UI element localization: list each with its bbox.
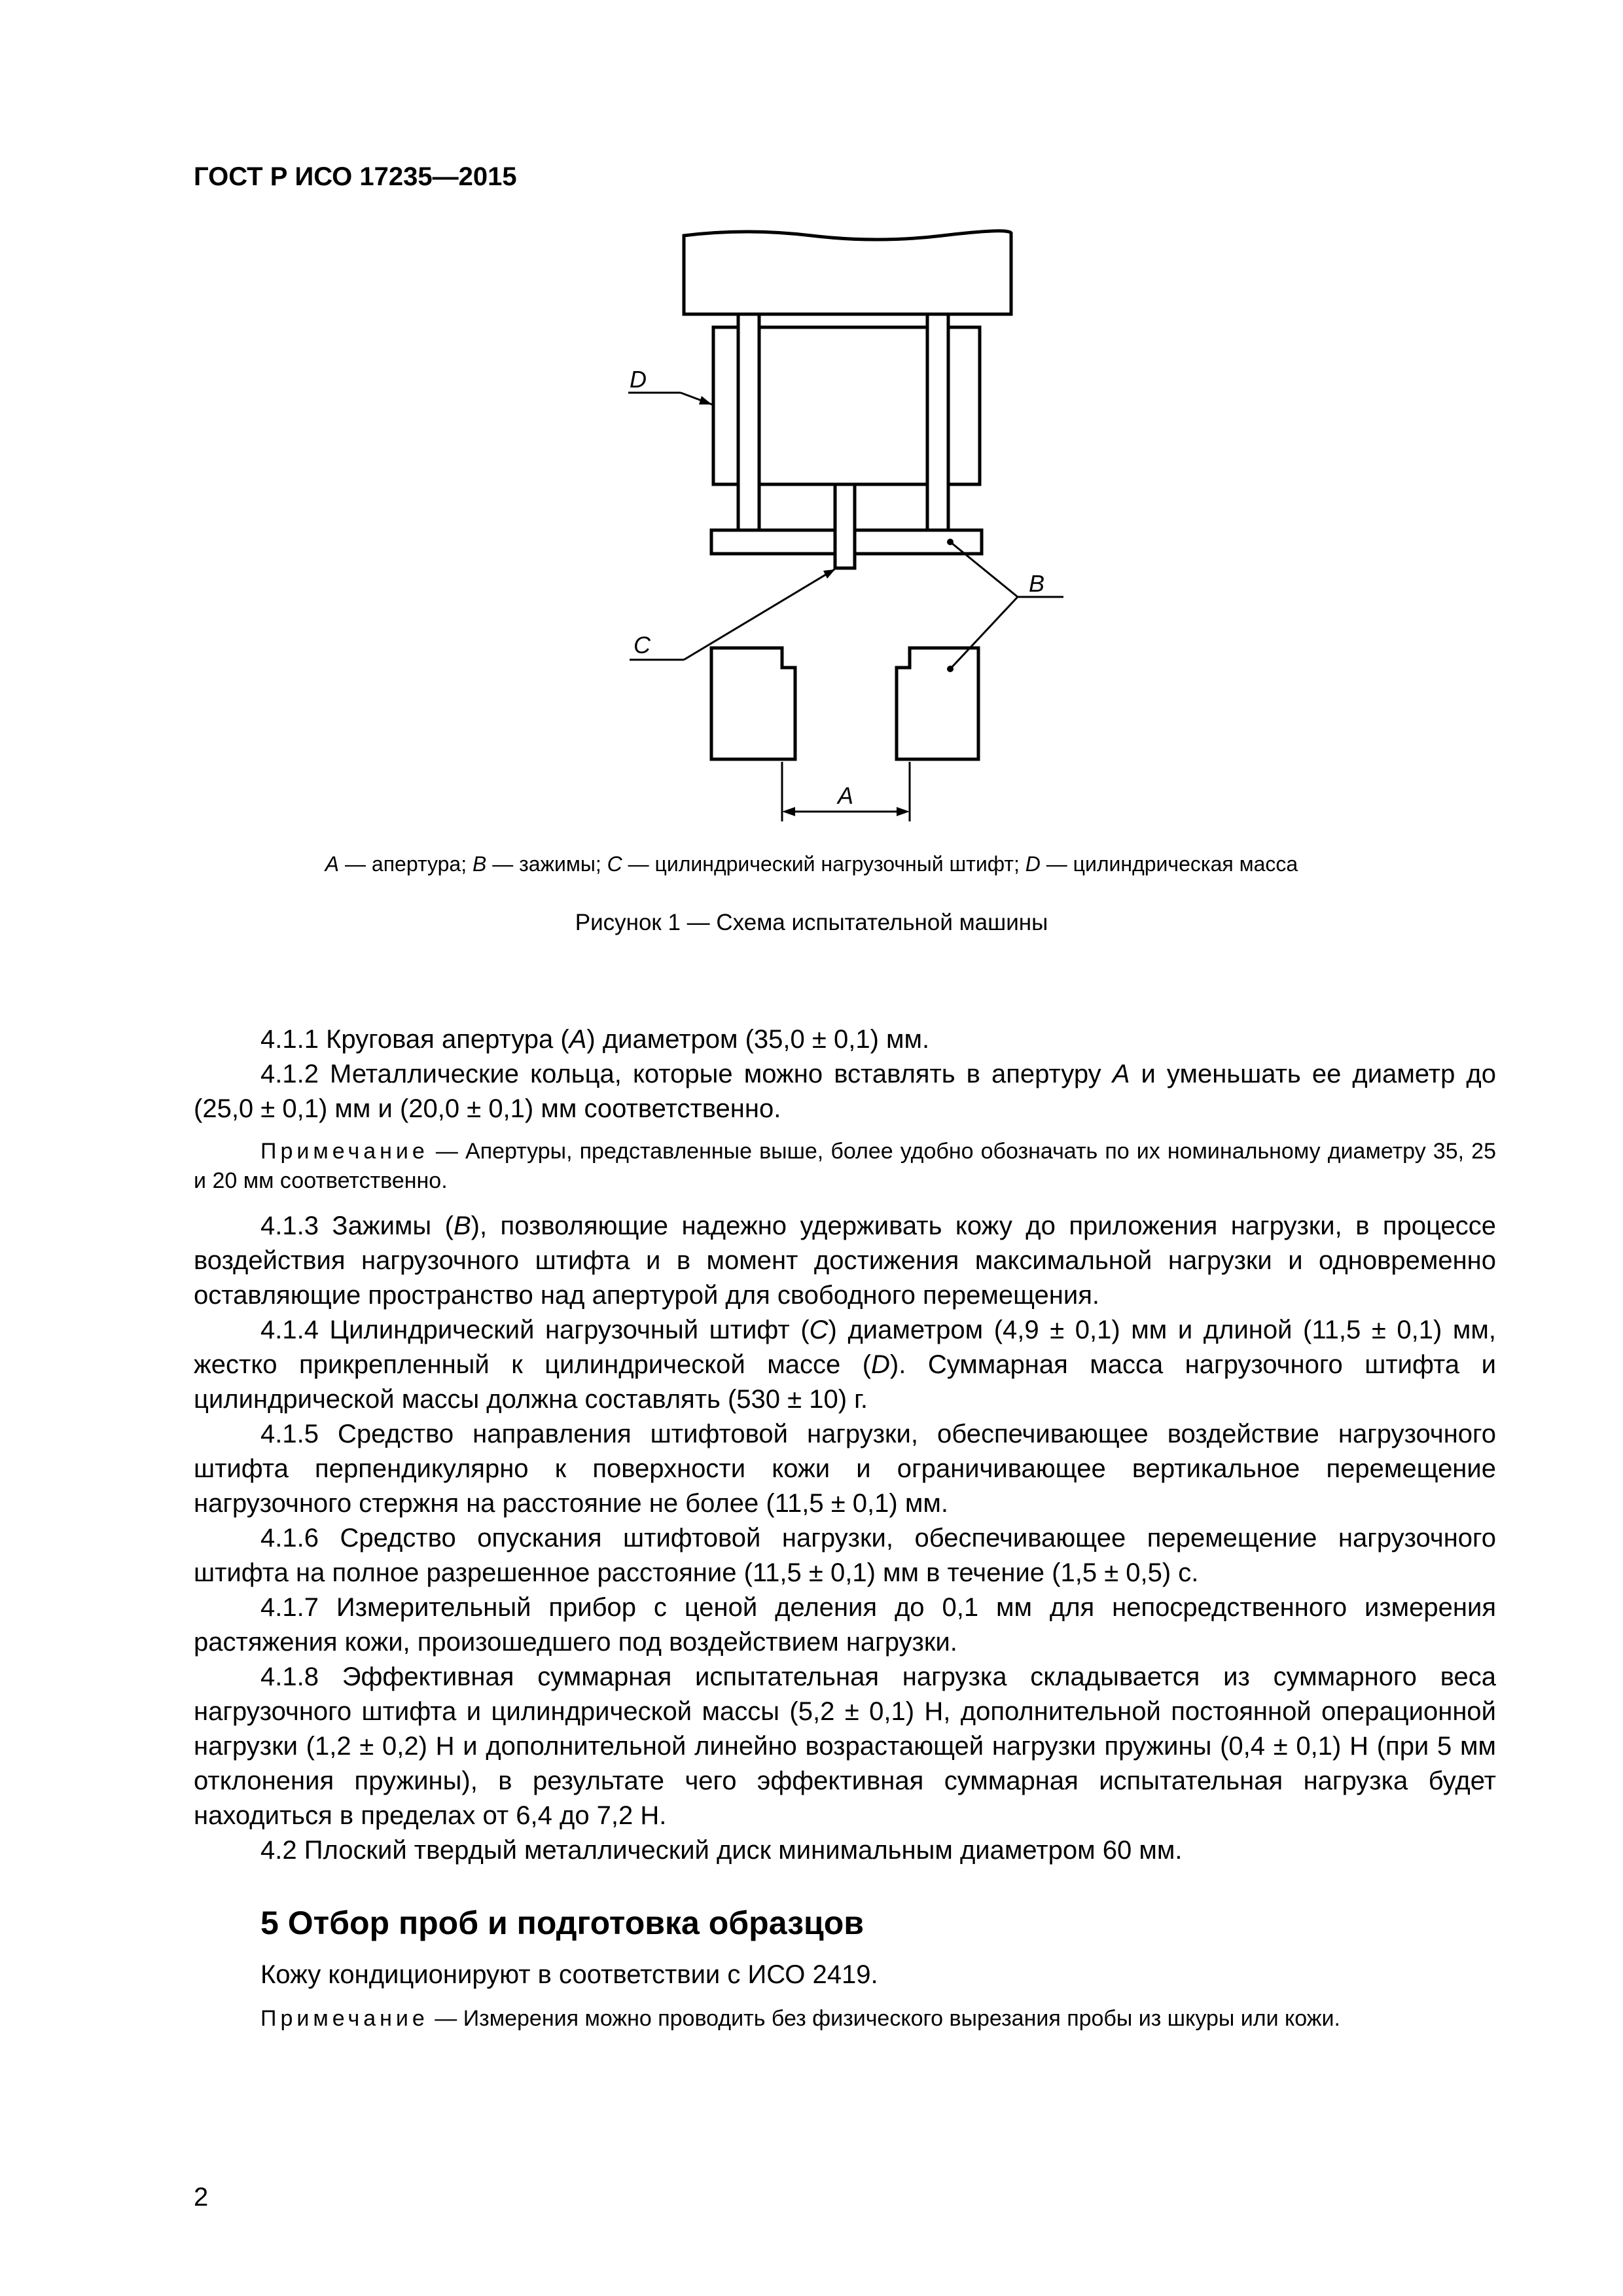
paragraph-4-1-4: 4.1.4 Цилиндрический нагрузочный штифт (C) диаметром (4,9 ± 0,1) мм и длиной (11,5 ± 0,1) мм, жестко прикрепленный к цилиндрической массе (D). Суммарная масса нагрузочного штифта и цилиндрической массы должна составлять (530 ± 10) г. (194, 1316, 1496, 1414)
document-header: ГОСТ Р ИСО 17235—2015 (194, 162, 517, 191)
top-plate (684, 231, 1011, 314)
paragraph-4-1-5: 4.1.5 Средство направления штифтовой нагрузки, обеспечивающее воздействие нагрузочного штифта перпендикулярно к поверхности кожи и ограничивающее вертикальное перемещение нагрузочного стержня на расстояние не более (11,5 ± 0,1) мм. (194, 1420, 1496, 1518)
clamp-left (711, 648, 795, 759)
section-5-heading: 5 Отбор проб и подготовка образцов (260, 1905, 864, 1941)
paragraph-4-1-3: 4.1.3 Зажимы (B), позволяющие надежно удерживать кожу до приложения нагрузки, в процессе воздействия нагрузочного штифта и в момент достижения максимальной нагрузки и одновременно оставляющие пространство над апертурой для свободного перемещения. (194, 1211, 1497, 1310)
paragraph-4-2: 4.2 Плоский твердый металлический диск минимальным диаметром 60 мм. (260, 1836, 1183, 1865)
document-body (194, 1022, 1496, 2047)
guide-rod-left (738, 314, 759, 530)
label-a: A (838, 782, 854, 809)
paragraph-5: Кожу кондиционируют в соответствии с ИСО 2419. (260, 1960, 878, 1989)
paragraph-4-1-1: 4.1.1 Круговая апертура (A) диаметром (35,0 ± 0,1) мм. (260, 1025, 930, 1054)
paragraph-4-1-6: 4.1.6 Средство опускания штифтовой нагрузки, обеспечивающее перемещение нагрузочного штифта на полное разрешенное расстояние (11,5 ± 0,1) мм в течение (1,5 ± 0,5) с. (194, 1524, 1496, 1587)
figure-legend: A — апертура; B — зажимы; C — цилиндрический нагрузочный штифт; D — цилиндрическая масса (325, 852, 1298, 876)
paragraph-4-1-8: 4.1.8 Эффективная суммарная испытательная нагрузка складывается из суммарного веса нагрузочного штифта и цилиндрической массы (5,2 ± 0,1) Н, дополнительной постоянной операционной нагрузки (1,2 ± 0,2) Н и дополнительной линейно возрастающей нагрузки пружины (0,4 ± 0,1) Н (при 5 мм отклонения пружины), в результате чего эффективная суммарная испытательная нагрузка будет находиться в пределах от 6,4 до 7,2 Н. (194, 1662, 1496, 1830)
load-pin-c (835, 484, 855, 568)
page-number: 2 (194, 2183, 209, 2212)
test-machine-diagram (0, 0, 1623, 851)
guide-rod-right (927, 314, 948, 530)
clamp-right (897, 648, 978, 759)
label-d: D (630, 366, 647, 393)
note-2: Примечание — Измерения можно проводить без физического вырезания пробы из шкуры или кожи. (260, 2006, 1340, 2031)
paragraph-4-1-2: 4.1.2 Металлические кольца, которые можно вставлять в апертуру A и уменьшать ее диаметр до (25,0 ± 0,1) мм и (20,0 ± 0,1) мм соответственно. (194, 1060, 1496, 1123)
label-c: C (633, 632, 651, 658)
label-b: B (1029, 570, 1045, 597)
paragraph-4-1-7: 4.1.7 Измерительный прибор с ценой деления до 0,1 мм для непосредственного измерения растяжения кожи, произошедшего под воздействием нагрузки. (194, 1593, 1496, 1657)
note-1: Примечание — Апертуры, представленные выше, более удобно обозначать по их номинальному диаметру 35, 25 и 20 мм соответственно. (194, 1139, 1496, 1193)
figure-caption: Рисунок 1 — Схема испытательной машины (575, 910, 1048, 935)
